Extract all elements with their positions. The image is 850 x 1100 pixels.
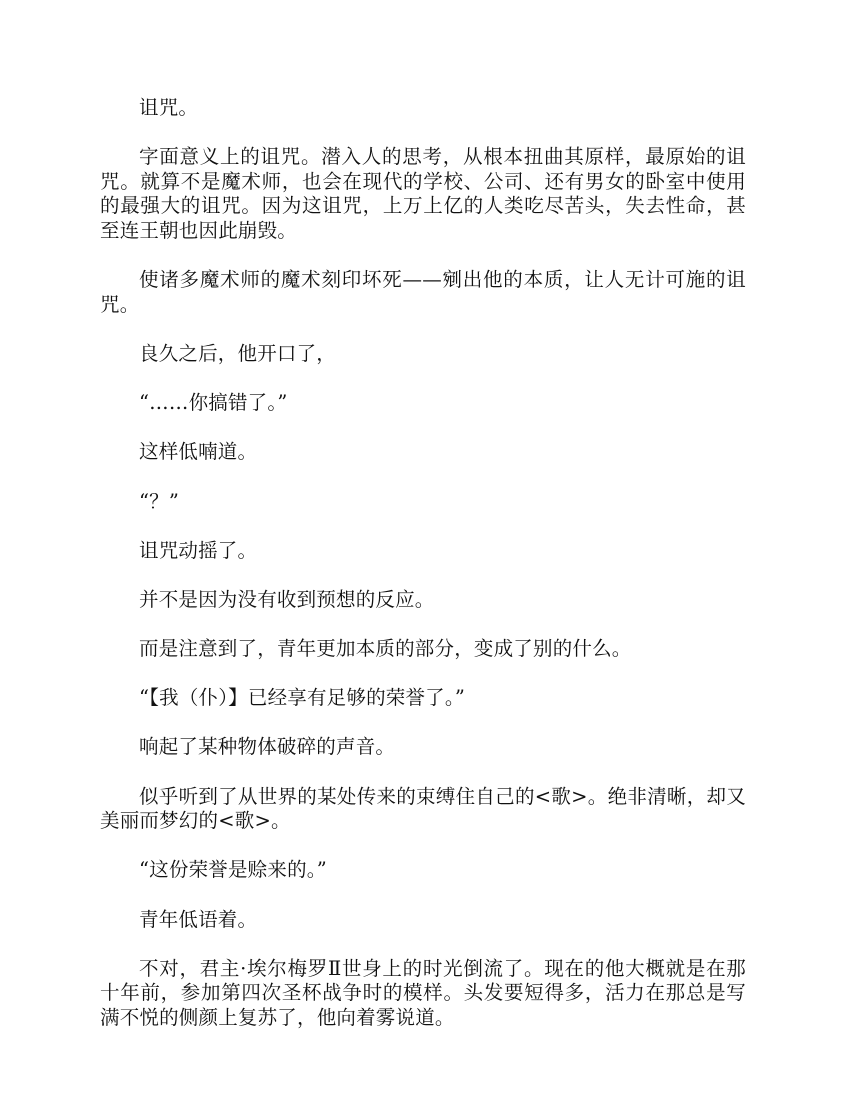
- paragraph: 诅咒动摇了。: [139, 538, 258, 562]
- document-body: [100, 96, 746, 1031]
- paragraph: 使诸多魔术师的魔术刻印坏死——剜出他的本质，让人无计可施的诅咒。: [100, 268, 746, 316]
- paragraph: “？”: [139, 489, 180, 513]
- paragraph: 响起了某种物体破碎的声音。: [139, 735, 396, 759]
- paragraph: 并不是因为没有收到预想的反应。: [139, 587, 435, 611]
- paragraph: 这样低喃道。: [139, 440, 258, 464]
- paragraph: 字面意义上的诅咒。潜入人的思考，从根本扭曲其原样，最原始的诅咒。就算不是魔术师，也会在现代的学校、公司、还有男女的卧室中使用的最强大的诅咒。因为这诅咒，上万上亿的人类吃尽苦头，失去性命，甚至连王朝也因此崩毁。: [100, 145, 746, 242]
- paragraph: 而是注意到了，青年更加本质的部分，变成了别的什么。: [139, 637, 632, 661]
- paragraph: 似乎听到了从世界的某处传来的束缚住自己的<歌>。绝非清晰，却又美丽而梦幻的<歌>。: [100, 784, 746, 833]
- paragraph: 良久之后，他开口了，: [139, 341, 337, 365]
- paragraph: 青年低语着。: [139, 907, 258, 931]
- paragraph: 不对，君主·埃尔梅罗Ⅱ世身上的时光倒流了。现在的他大概就是在那十年前，参加第四次圣杯战争时的模样。头发要短得多，活力在那总是写满不悦的侧颜上复苏了，他向着雾说道。: [100, 956, 746, 1029]
- paragraph: “这份荣誉是赊来的。”: [139, 858, 327, 882]
- paragraph: 诅咒。: [139, 96, 199, 119]
- paragraph: “【我（仆）】已经享有足够的荣誉了。”: [139, 686, 465, 710]
- paragraph: “……你搞错了。”: [139, 391, 288, 415]
